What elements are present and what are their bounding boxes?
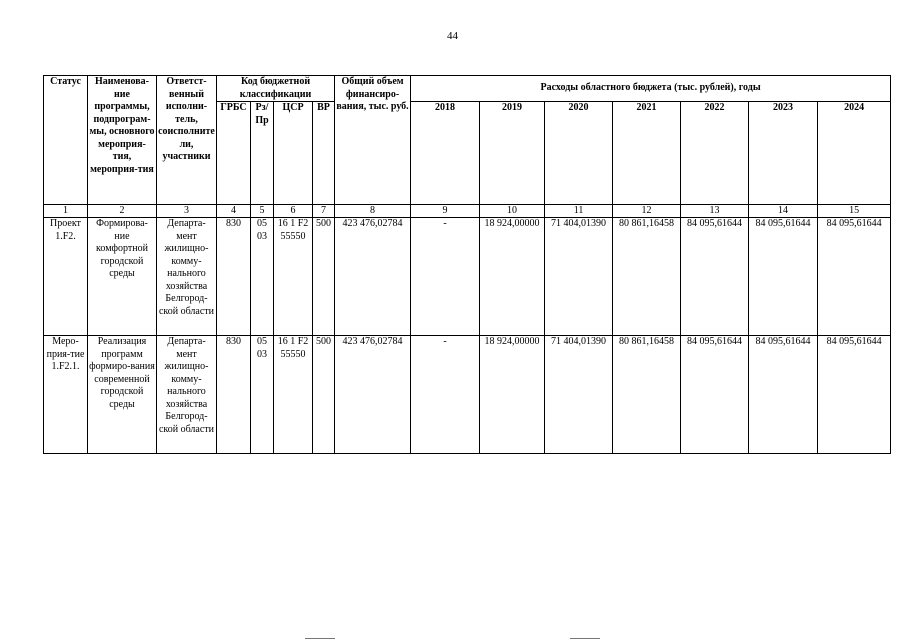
page-number: 44 bbox=[447, 30, 458, 42]
header-year: 2023 bbox=[749, 102, 818, 205]
cell-grbs: 830 bbox=[217, 218, 251, 336]
cell-year-value: 80 861,16458 bbox=[613, 218, 681, 336]
cell-rz-pr: 05 03 bbox=[251, 218, 274, 336]
header-row-top bbox=[44, 76, 891, 102]
column-number: 15 bbox=[818, 205, 891, 218]
column-number: 11 bbox=[545, 205, 613, 218]
column-number-row bbox=[44, 205, 891, 218]
column-number: 5 bbox=[251, 205, 274, 218]
cell-grbs: 830 bbox=[217, 336, 251, 454]
header-expenses-group: Расходы областного бюджета (тыс. рублей), годы bbox=[411, 76, 891, 102]
cell-responsible: Департа-мент жилищно-комму-нального хозяйства Белгород-ской области bbox=[157, 218, 217, 336]
cell-year-value: - bbox=[411, 336, 480, 454]
cell-year-value: 84 095,61644 bbox=[681, 336, 749, 454]
column-number: 9 bbox=[411, 205, 480, 218]
header-year: 2020 bbox=[545, 102, 613, 205]
cell-rz-pr: 05 03 bbox=[251, 336, 274, 454]
cell-csr: 16 1 F2 55550 bbox=[274, 218, 313, 336]
cell-total: 423 476,02784 bbox=[335, 218, 411, 336]
table-row bbox=[44, 218, 891, 336]
column-number: 6 bbox=[274, 205, 313, 218]
cell-year-value: 18 924,00000 bbox=[480, 336, 545, 454]
column-number: 10 bbox=[480, 205, 545, 218]
cell-year-value: 84 095,61644 bbox=[681, 218, 749, 336]
header-year: 2018 bbox=[411, 102, 480, 205]
cell-year-value: 80 861,16458 bbox=[613, 336, 681, 454]
column-number: 2 bbox=[88, 205, 157, 218]
header-status: Статус bbox=[44, 76, 88, 205]
header-year: 2022 bbox=[681, 102, 749, 205]
budget-table bbox=[43, 75, 891, 454]
header-budget-code-group: Код бюджетной классификации bbox=[217, 76, 335, 102]
scan-edge-mark bbox=[570, 638, 600, 639]
cell-total: 423 476,02784 bbox=[335, 336, 411, 454]
cell-year-value: 84 095,61644 bbox=[749, 336, 818, 454]
cell-status: Меро-прия-тие 1.F2.1. bbox=[44, 336, 88, 454]
column-number: 1 bbox=[44, 205, 88, 218]
header-responsible: Ответст-венный исполни-тель, соисполнители, участники bbox=[157, 76, 217, 205]
cell-status: Проект 1.F2. bbox=[44, 218, 88, 336]
cell-year-value: - bbox=[411, 218, 480, 336]
header-total: Общий объем финансиро-вания, тыс. руб. bbox=[335, 76, 411, 205]
cell-csr: 16 1 F2 55550 bbox=[274, 336, 313, 454]
table-row bbox=[44, 336, 891, 454]
header-year: 2021 bbox=[613, 102, 681, 205]
header-name: Наименова-ние программы, подпрограм-мы, основного мероприя-тия, мероприя-тия bbox=[88, 76, 157, 205]
column-number: 14 bbox=[749, 205, 818, 218]
column-number: 7 bbox=[313, 205, 335, 218]
column-number: 8 bbox=[335, 205, 411, 218]
column-number: 12 bbox=[613, 205, 681, 218]
column-number: 13 bbox=[681, 205, 749, 218]
cell-year-value: 71 404,01390 bbox=[545, 218, 613, 336]
cell-name: Формирова-ние комфортной городской среды bbox=[88, 218, 157, 336]
column-number: 3 bbox=[157, 205, 217, 218]
cell-year-value: 71 404,01390 bbox=[545, 336, 613, 454]
cell-year-value: 84 095,61644 bbox=[749, 218, 818, 336]
cell-year-value: 84 095,61644 bbox=[818, 218, 891, 336]
header-csr: ЦСР bbox=[274, 102, 313, 205]
cell-vr: 500 bbox=[313, 336, 335, 454]
cell-year-value: 84 095,61644 bbox=[818, 336, 891, 454]
cell-name: Реализация программ формиро-вания современной городской среды bbox=[88, 336, 157, 454]
header-year: 2019 bbox=[480, 102, 545, 205]
header-grbs: ГРБС bbox=[217, 102, 251, 205]
header-year: 2024 bbox=[818, 102, 891, 205]
cell-responsible: Департа-мент жилищно-комму-нального хозяйства Белгород-ской области bbox=[157, 336, 217, 454]
header-rz-pr: Рз/ Пр bbox=[251, 102, 274, 205]
column-number: 4 bbox=[217, 205, 251, 218]
header-vr: ВР bbox=[313, 102, 335, 205]
cell-vr: 500 bbox=[313, 218, 335, 336]
cell-year-value: 18 924,00000 bbox=[480, 218, 545, 336]
scan-edge-mark bbox=[305, 638, 335, 639]
